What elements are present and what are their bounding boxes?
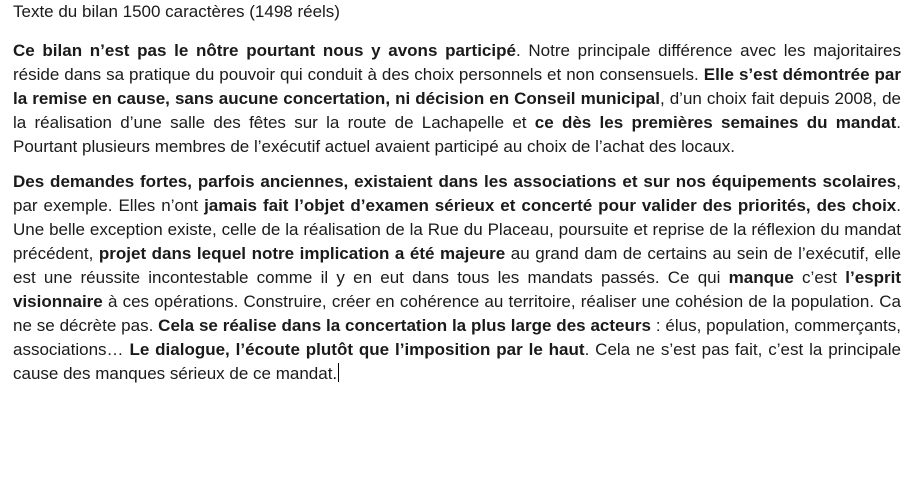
bold-text-segment: Cela se réalise dans la concertation la plus large des acteurs — [158, 316, 651, 335]
text-segment: , par exemple. Elles n’ont — [13, 172, 901, 215]
text-segment: . Pourtant plusieurs membres de l’exécutif actuel avaient participé au choix de l’achat des locaux. — [13, 113, 901, 156]
bold-text-segment: ce dès les premières semaines du mandat — [534, 113, 897, 132]
bold-text-segment: Elle s’est démontrée par la remise en cause, sans aucune concertation, ni décision en Conseil municipal — [13, 65, 901, 108]
text-segment: c’est — [793, 268, 846, 287]
text-segment: à ces opérations. Construire, créer en cohérence au territoire, réaliser une cohésion de la population. Ca ne se décrète pas. — [13, 292, 901, 335]
bold-text-segment: jamais fait l’objet d’examen sérieux et concerté pour valider des priorités, des choix — [204, 196, 897, 215]
bold-text-segment: projet dans lequel notre implication a été majeure — [98, 244, 506, 263]
document-heading: Texte du bilan 1500 caractères (1498 réels) — [13, 2, 340, 21]
text-cursor — [338, 363, 339, 382]
text-segment: , d’un choix fait depuis 2008, de la réalisation d’une salle des fêtes sur la route de Lachapelle et — [13, 89, 901, 132]
text-segment: . Une belle exception existe, celle de la réalisation de la Rue du Placeau, poursuite et reprise de la réflexion du mandat précédent, — [13, 196, 901, 263]
bold-text-segment: l’esprit visionnaire — [13, 268, 901, 311]
bold-text-segment: Des demandes fortes, parfois anciennes, existaient dans les associations et sur nos équipements scolaires — [13, 172, 897, 191]
text-segment: : élus, population, commerçants, associations… — [13, 316, 901, 359]
text-segment: . Notre principale différence avec les majoritaires réside dans sa pratique du pouvoir qui conduit à des choix personnels et non consensuels. — [13, 41, 902, 84]
bold-text-segment: Le dialogue, l’écoute plutôt que l’imposition par le haut — [129, 340, 585, 359]
paragraph-1[interactable] — [13, 39, 901, 159]
bold-text-segment: manque — [728, 268, 794, 287]
text-segment: . Cela ne s’est pas fait, c’est la principale cause des manques sérieux de ce mandat. — [13, 340, 901, 383]
paragraph-2[interactable] — [13, 170, 901, 386]
bold-text-segment: Ce bilan n’est pas le nôtre pourtant nous y avons participé — [13, 41, 516, 60]
text-segment: au grand dam de certains au sein de l’exécutif, elle est une réussite incontestable comme il y en eut dans tous les mandats passés. Ce qui — [13, 244, 901, 287]
